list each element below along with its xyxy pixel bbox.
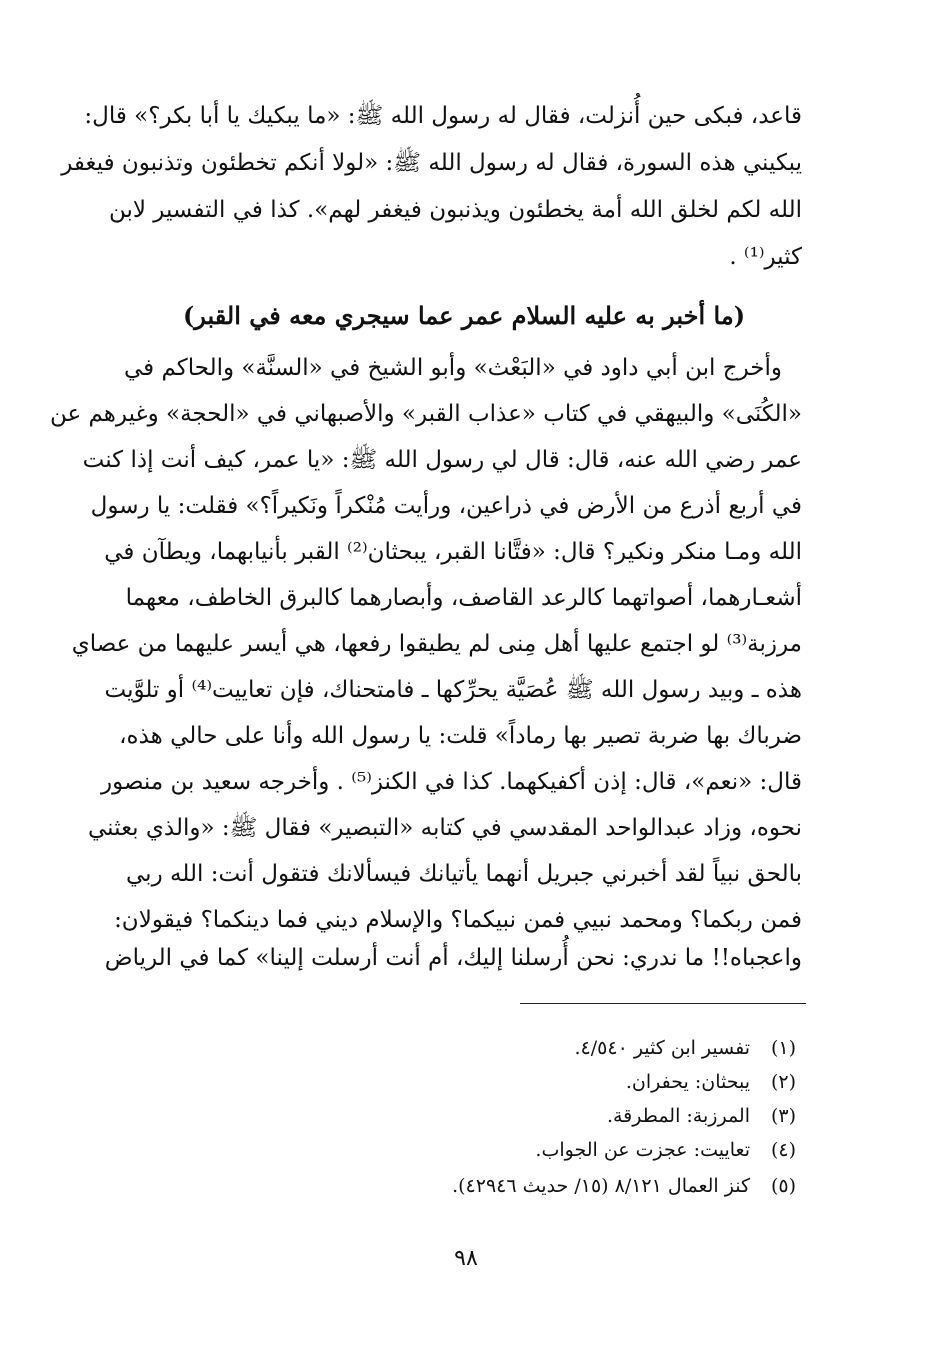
- footnote: [136, 1099, 796, 1133]
- footnote-number: (٣): [770, 1105, 796, 1127]
- page-number: ٩٨: [454, 1246, 478, 1271]
- footnote: [136, 1065, 796, 1099]
- body-line: فمن ربكما؟ ومحمد نبيي فمن نبيكما؟ والإسلام ديني فما دينكما؟ فيقولان:: [114, 907, 802, 933]
- body-line: نحوه، وزاد عبدالواحد المقدسي في كتابه «التبصير» فقال ﷺ: «والذي بعثني: [88, 815, 802, 841]
- footnote-text: المرزبة: المطرقة.: [606, 1105, 750, 1127]
- footnote-text: كنز العمال ٨/١٢١ (١٥/ حديث ٤٢٩٤٦).: [452, 1175, 750, 1197]
- footnote-number: (٢): [770, 1071, 796, 1093]
- body-line: يبكيني هذه السورة، فقال له رسول الله ﷺ: «لولا أنكم تخطئون وتذنبون فيغفر: [61, 150, 802, 176]
- body-line: هذه ـ وبيد رسول الله ﷺ عُصَيَّة يحرِّكها ـ فامتحناك، فإن تعاييت⁽⁴⁾ أو تلوَّيت: [104, 677, 802, 703]
- body-line: عمر رضي الله عنه، قال: قال لي رسول الله ﷺ: «يا عمر، كيف أنت إذا كنت: [82, 447, 802, 473]
- footnote-text: يبحثان: يحفران.: [625, 1071, 750, 1093]
- section-heading: (ما أخبر به عليه السلام عمر عما سيجري معه في القبر): [182, 301, 746, 330]
- body-line: وأخرج ابن أبي داود في «البَعْث» وأبو الشيخ في «السنَّة» والحاكم في: [123, 355, 782, 381]
- body-line: واعجباه!! ما ندري: نحن أُرسلنا إليك، أم أنت أرسلت إلينا» كما في الرياض: [104, 945, 802, 971]
- body-line: الله لكم لخلق الله أمة يخطئون ويذنبون فيغفر لهم». كذا في التفسير لابن: [108, 197, 802, 223]
- footnote-number: (٥): [770, 1175, 796, 1197]
- footnote-separator: [520, 1003, 806, 1004]
- body-line: كثير⁽¹⁾ .: [729, 244, 802, 270]
- body-line: قال: «نعم»، قال: إذن أكفيكهما. كذا في الكنز⁽⁵⁾ . وأخرجه سعيد بن منصور: [101, 769, 802, 795]
- body-line: الله ومـا منكر ونكير؟ قال: «فتَّانا القبر، يبحثان⁽²⁾ القبر بأنيابهما، ويطآن في: [104, 539, 802, 565]
- body-line: قاعد، فبكى حين أُنزلت، فقال له رسول الله ﷺ: «ما يبكيك يا أبا بكر؟» قال:: [84, 103, 802, 129]
- footnote: [136, 1031, 796, 1065]
- footnote-text: تفسير ابن كثير ٤/٥٤٠.: [574, 1037, 750, 1059]
- body-line: «الكُنَى» والبيهقي في كتاب «عذاب القبر» والأصبهاني في «الحجة» وغيرهم عن: [49, 401, 802, 427]
- body-line: ضرباك بها ضربة تصير بها رماداً» قلت: يا رسول الله وأنا على حالي هذه،: [119, 723, 802, 749]
- body-line: في أربع أذرع من الأرض في ذراعين، ورأيت مُنْكراً ونَكيراً؟» فقلت: يا رسول: [90, 493, 802, 519]
- footnote: [136, 1169, 796, 1203]
- body-line: بالحق نبياً لقد أخبرني جبريل أنهما يأتيانك فيسألانك فتقول أنت: الله ربي: [126, 861, 803, 887]
- footnote: [136, 1133, 796, 1167]
- body-line: أشعـارهما، أصواتهما كالرعد القاصف، وأبصارهما كالبرق الخاطف، معهما: [125, 585, 802, 611]
- body-line: مرزبة⁽³⁾ لو اجتمع عليها أهل مِنى لم يطيقوا رفعها، هي أيسر عليهما من عصاي: [71, 631, 802, 657]
- footnote-number: (١): [770, 1037, 796, 1059]
- footnote-number: (٤): [770, 1139, 796, 1161]
- footnote-text: تعاييت: عجزت عن الجواب.: [535, 1139, 750, 1161]
